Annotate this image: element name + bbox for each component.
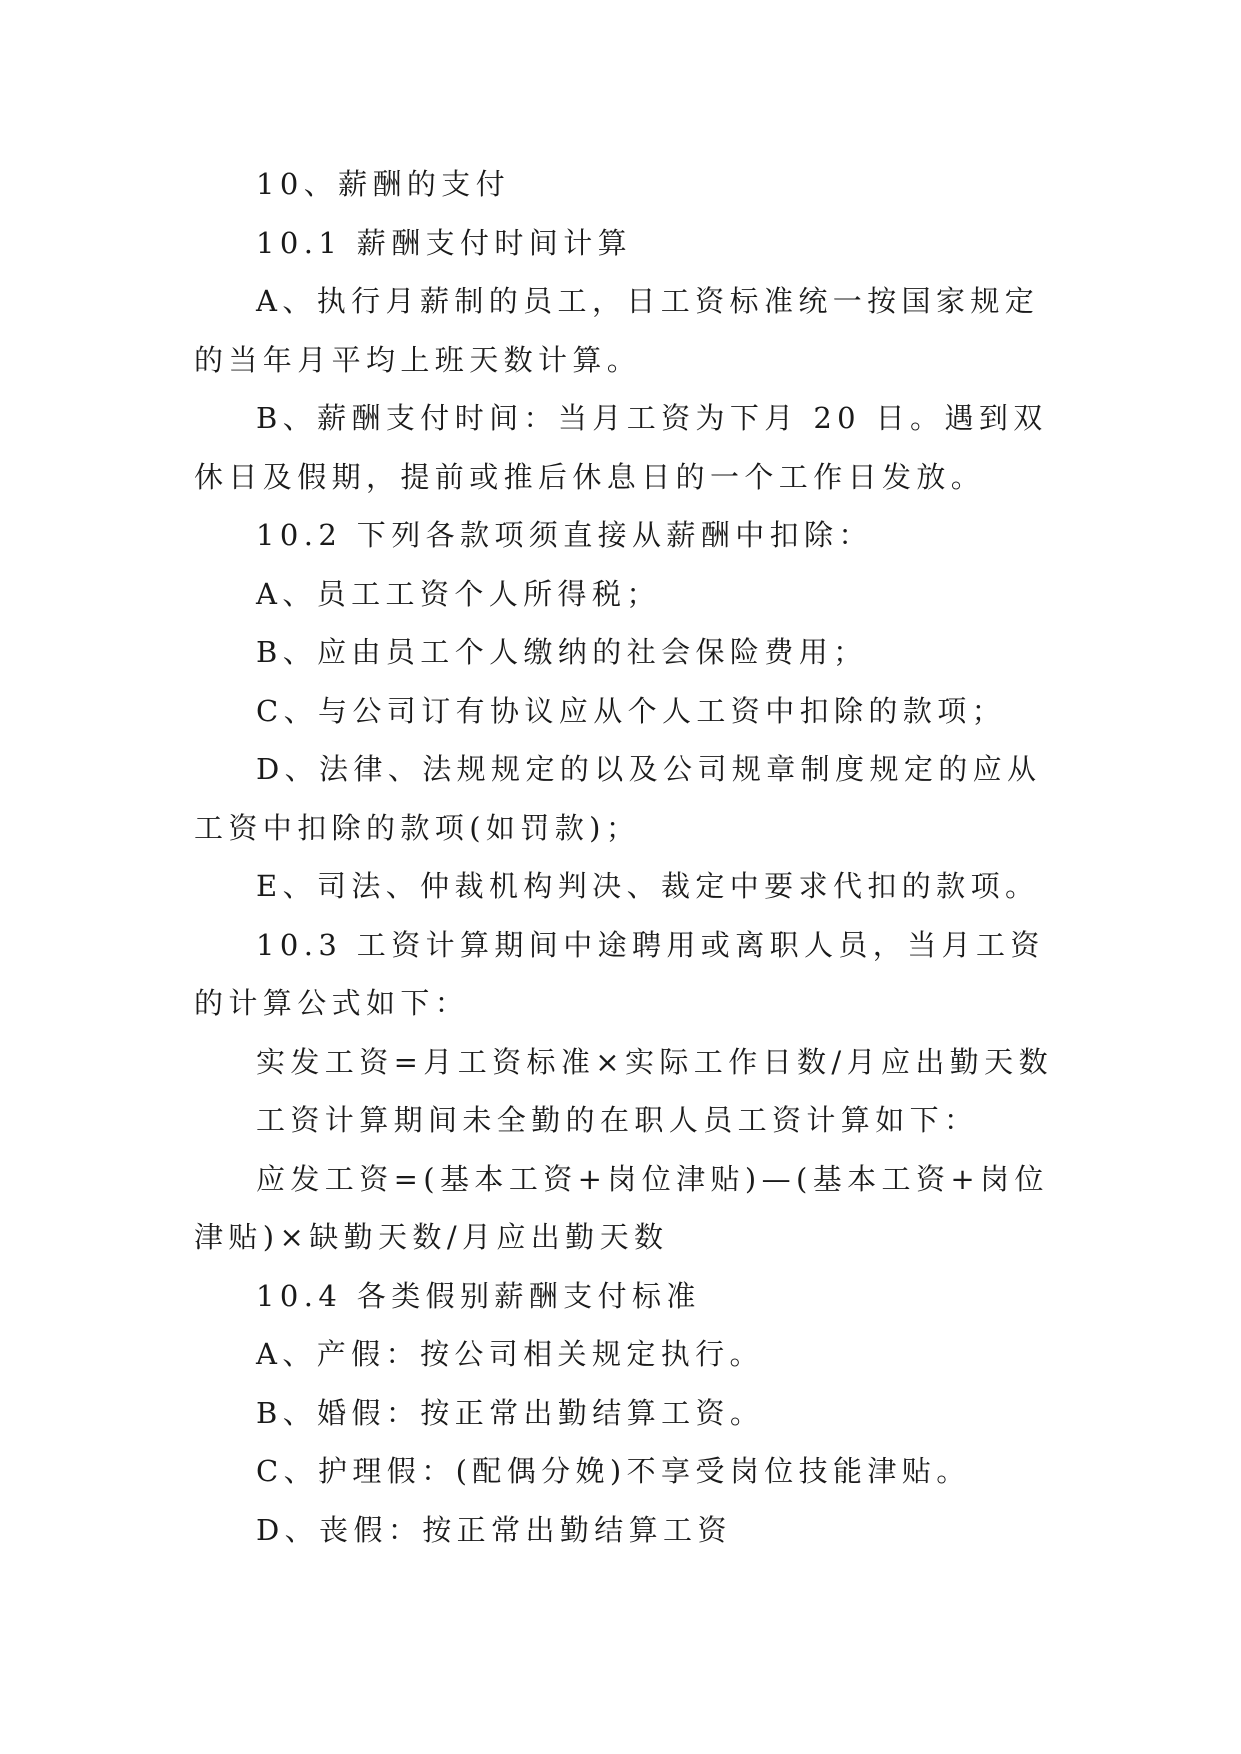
formula-actual-wage: 实发工资=月工资标准×实际工作日数/月应出勤天数 xyxy=(256,1044,1053,1079)
paragraph-payment-date: B、薪酬支付时间：当月工资为下月 20 日。遇到双休日及假期，提前或推后休息日的一个工作日发放。 xyxy=(194,401,1048,494)
list-item-social-insurance: B、应由员工个人缴纳的社会保险费用； xyxy=(256,635,868,669)
paragraph-daily-wage-standard: A、执行月薪制的员工，日工资标准统一按国家规定的当年月平均上班天数计算。 xyxy=(194,284,1040,377)
list-item-maternity-leave: A、产假：按公司相关规定执行。 xyxy=(256,1337,764,1371)
subsection-heading-leave-pay: 10.4 各类假别薪酬支付标准 xyxy=(256,1278,701,1313)
list-item-regulation-deduction: D、法律、法规规定的以及公司规章制度规定的应从工资中扣除的款项(如罚款)； xyxy=(194,752,1042,845)
list-item-income-tax: A、员工工资个人所得税； xyxy=(256,576,661,611)
list-item-marriage-leave: B、婚假：按正常出勤结算工资。 xyxy=(256,1395,765,1430)
document-page xyxy=(194,155,1064,1559)
list-item-agreement-deduction: C、与公司订有协议应从个人工资中扣除的款项； xyxy=(256,693,1006,728)
list-item-nursing-leave: C、护理假：(配偶分娩)不享受岗位技能津贴。 xyxy=(256,1454,971,1488)
subsection-heading-midterm-hire: 10.3 工资计算期间中途聘用或离职人员，当月工资的计算公式如下： xyxy=(194,927,1045,1020)
paragraph-partial-attendance: 工资计算期间未全勤的在职人员工资计算如下： xyxy=(256,1103,979,1137)
list-item-bereavement-leave: D、丧假：按正常出勤结算工资 xyxy=(256,1512,732,1547)
subsection-heading-deductions: 10.2 下列各款项须直接从薪酬中扣除： xyxy=(256,518,873,552)
section-heading-salary-payment: 10、薪酬的支付 xyxy=(256,167,511,201)
subsection-heading-payment-time: 10.1 薪酬支付时间计算 xyxy=(256,225,632,260)
list-item-judicial-deduction: E、司法、仲裁机构判决、裁定中要求代扣的款项。 xyxy=(256,869,1040,903)
formula-payable-wage: 应发工资=(基本工资+岗位津贴)—(基本工资+岗位津贴)×缺勤天数/月应出勤天数 xyxy=(194,1161,1049,1254)
